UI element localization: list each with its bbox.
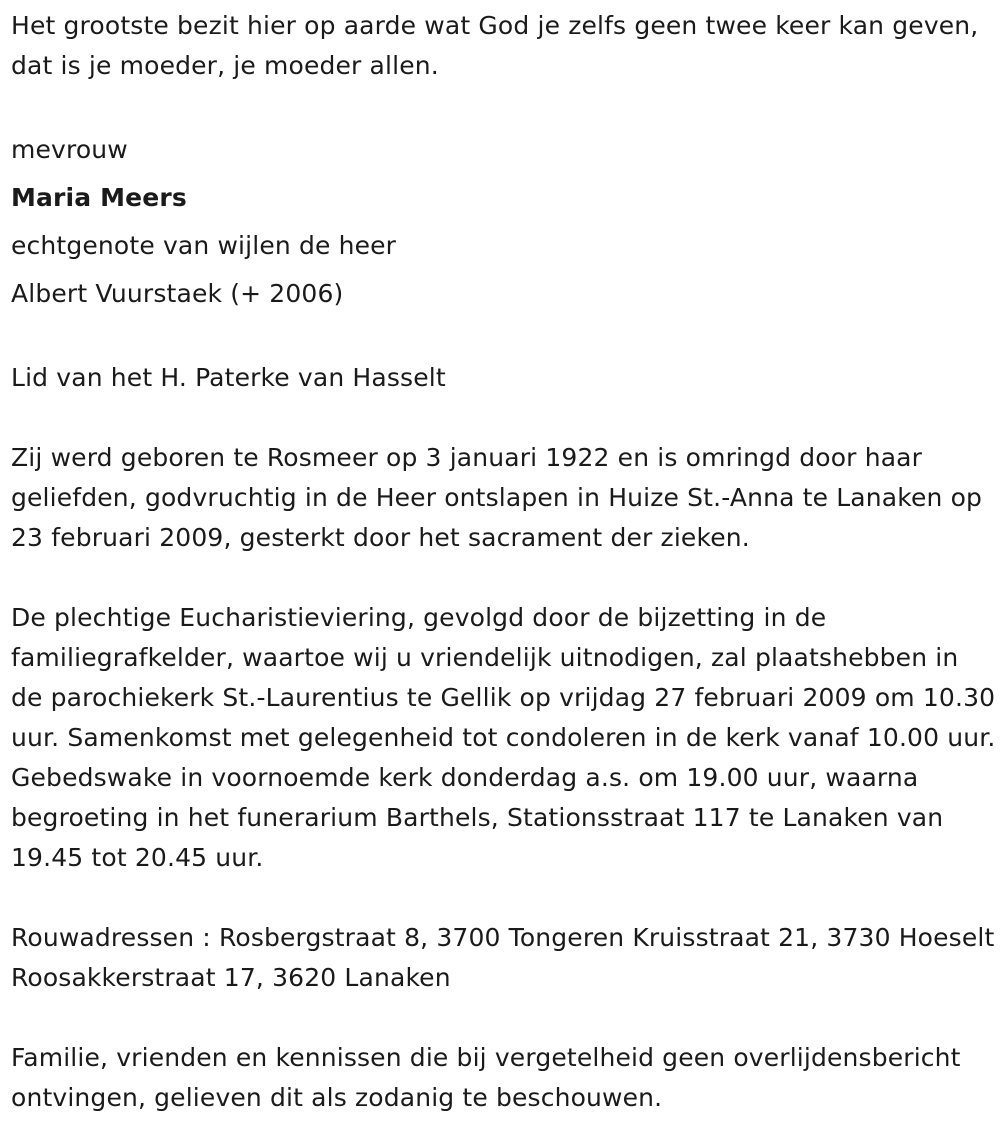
membership-line: Lid van het H. Paterke van Hasselt bbox=[11, 363, 446, 392]
closing-paragraph: Familie, vrienden en kennissen die bij vergetelheid geen overlijdensbericht ontvingen, gelieven dit als zodanig te beschouwen. bbox=[11, 1043, 961, 1112]
deceased-block bbox=[11, 126, 996, 318]
ceremony-paragraph: De plechtige Eucharistieviering, gevolgd door de bijzetting in de familiegrafkelder, waartoe wij u vriendelijk uitnodigen, zal plaatshebben in de parochiekerk St.-Laurentius te Gellik op vrijdag 27 februari 2009 om 10.30 uur. Samenkomst met gelegenheid tot condoleren in de kerk vanaf 10.00 uur. Gebedswake in voornoemde kerk donderdag a.s. om 19.00 uur, waarna begroeting in het funerarium Barthels, Stationsstraat 117 te Lanaken van 19.45 tot 20.45 uur. bbox=[11, 603, 996, 872]
addresses-paragraph: Rouwadressen : Rosbergstraat 8, 3700 Tongeren Kruisstraat 21, 3730 Hoeselt Roosakkerstraat 17, 3620 Lanaken bbox=[11, 923, 995, 992]
obituary-notice bbox=[11, 6, 996, 1118]
death-paragraph: Zij werd geboren te Rosmeer op 3 januari 1922 en is omringd door haar geliefden, godvruchtig in de Heer ontslapen in Huize St.-Anna te Lanaken op 23 februari 2009, gesterkt door het sacrament der zieken. bbox=[11, 443, 983, 552]
opening-quote: Het grootste bezit hier op aarde wat God je zelfs geen twee keer kan geven, dat is je moeder, je moeder allen. bbox=[11, 11, 979, 80]
spouse-name: Albert Vuurstaek (+ 2006) bbox=[11, 279, 344, 308]
deceased-name: Maria Meers bbox=[11, 183, 187, 212]
honorific: mevrouw bbox=[11, 135, 128, 164]
spouse-intro: echtgenote van wijlen de heer bbox=[11, 231, 397, 260]
